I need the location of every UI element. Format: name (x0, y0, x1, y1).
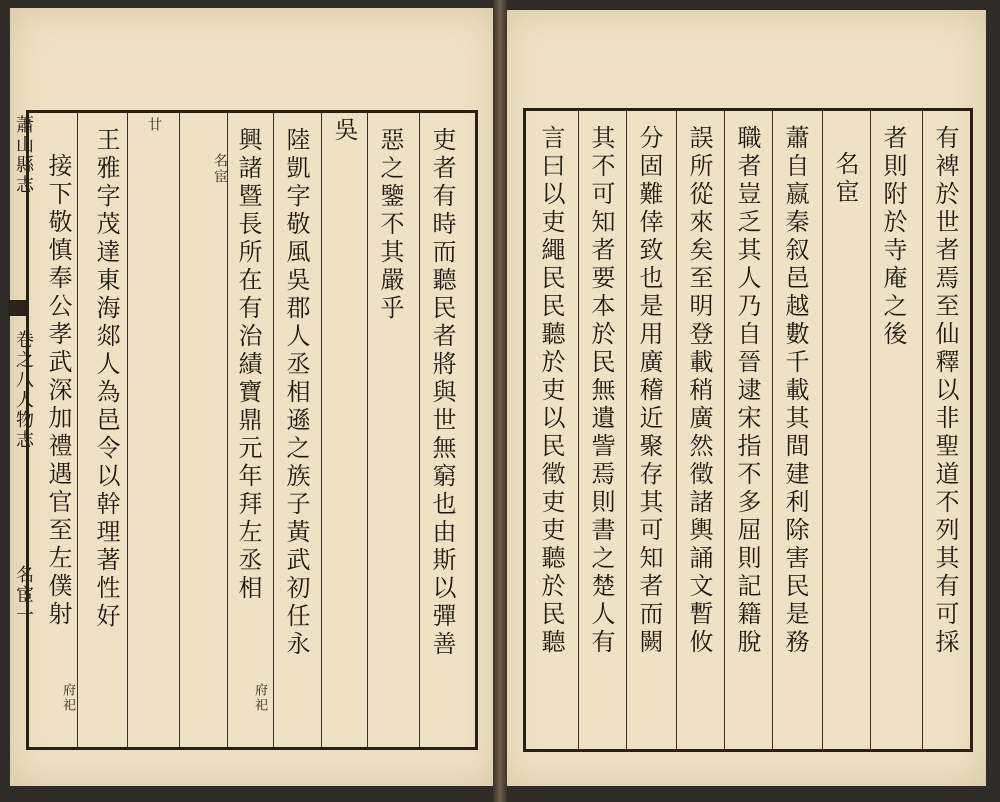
text-column: 言曰以吏繩民民聽於吏以民徵吏吏聽於民聽 (537, 125, 565, 657)
right-text-frame (523, 108, 973, 752)
text-column: 吏者有時而聽民者將與世無窮也由斯以彈善 (428, 127, 456, 659)
text-column: 職者豈乏其人乃自晉逮宋指不多屈則記籍脫 (733, 125, 761, 657)
text-column: 王雅字茂達東海郯人為邑令以幹理著性好 (92, 127, 120, 631)
text-column: 分固難倖致也是用廣稽近聚存其可知者而闕 (635, 125, 663, 657)
margin-chapter: 卷之八人物志 (13, 330, 34, 450)
text-column: 接下敬慎奉公孝武深加禮遇官至左僕射 (44, 153, 72, 629)
book-spine (493, 0, 507, 802)
text-column: 陸凱字敬風吳郡人丞相遜之族子黃武初任永 (282, 127, 310, 659)
text-column: 惡之鑒不其嚴乎 (376, 127, 404, 323)
section-label: 名宦 (212, 153, 228, 185)
fish-tail-mark (8, 300, 28, 316)
left-text-frame (26, 110, 478, 750)
section-heading: 名宦 (831, 151, 859, 207)
text-column: 者則附於寺庵之後 (879, 125, 907, 349)
dynasty-heading: 吳 (330, 117, 358, 145)
text-column: 蕭自嬴秦叙邑越數千載其間建利除害民是務 (781, 125, 809, 657)
text-column: 有裨於世者焉至仙釋以非聖道不列其有可採 (931, 125, 959, 657)
folio-number: 廿 (146, 117, 162, 133)
text-column: 其不可知者要本於民無遺訾焉則書之楚人有 (587, 125, 615, 657)
annotation-note: 府祀 (252, 683, 267, 713)
annotation-note: 府祀 (60, 683, 75, 713)
text-column: 興諸暨長所在有治績寶鼎元年拜左丞相 (234, 127, 262, 603)
margin-title: 蕭山縣志 (13, 115, 34, 195)
text-column: 誤所從來矣至明登載稍廣然徵諸輿誦文暫攸 (685, 125, 713, 657)
margin-section: 名宦一 (13, 565, 34, 625)
